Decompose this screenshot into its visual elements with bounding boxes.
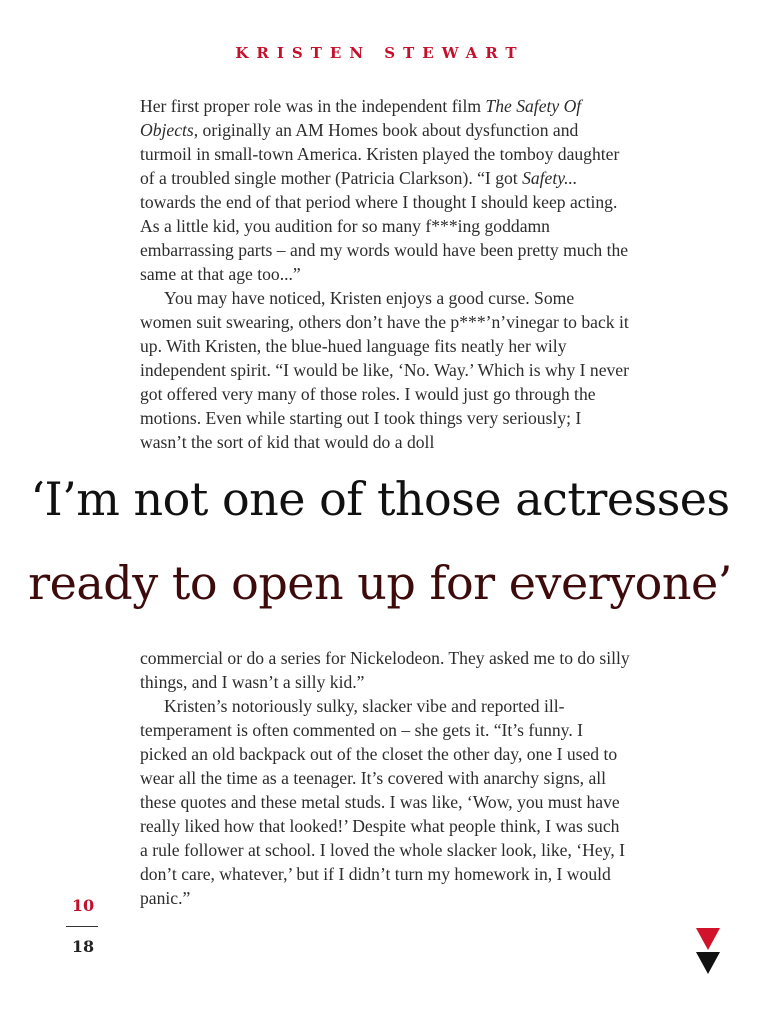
film-title-short: Safety... (522, 168, 578, 188)
pull-quote-line-2: ready to open up for everyone’ (28, 556, 732, 610)
page-number-divider (66, 926, 98, 927)
triangle-down-red-icon[interactable] (696, 928, 720, 950)
paragraph-text: Her first proper role was in the independent film (140, 96, 486, 116)
paragraph (140, 94, 630, 286)
pull-quote-line-1: ‘I’m not one of those actresses (30, 472, 730, 526)
paragraph-text: towards the end of that period where I thought I should keep acting. As a little kid, you audition for so many f***ing goddamn embarrassing parts – and my words would have been pretty much the same at that age too...” (140, 192, 629, 284)
paragraph: commercial or do a series for Nickelodeon. They asked me to do silly things, and I wasn’t a silly kid.” (140, 648, 630, 692)
paragraph: Kristen’s notoriously sulky, slacker vibe and reported ill-temperament is often commented on – she gets it. “It’s funny. I picked an old backpack out of the closet the other day, one I used to wear all the time as a teenager. It’s covered with anarchy signs, all these quotes and these metal studs. I was like, ‘Wow, you must have really liked how that looked!’ Despite what people think, I was such a rule follower at school. I loved the whole slacker look, like, ‘Hey, I don’t care, whatever,’ but if I didn’t turn my homework in, I would panic.” (140, 696, 625, 908)
paragraph: You may have noticed, Kristen enjoys a good curse. Some women suit swearing, others don’t have the p***’n’vinegar to back it up. With Kristen, the blue-hued language fits neatly her wily independent spirit. “I would be like, ‘No. Way.’ Which is why I never got offered very many of those roles. I would just go through the motions. Even while starting out I took things very seriously; I wasn’t the sort of kid that would do a doll (140, 288, 629, 452)
page-number: 10 (71, 896, 95, 915)
film-title: The Safety Of Objects (140, 96, 582, 140)
page-total: 18 (71, 937, 95, 956)
paragraph-text: , originally an AM Homes book about dysfunction and turmoil in small-town America. Kristen played the tomboy daughter of a troubled single mother (Patricia Clarkson). “I got (140, 120, 620, 188)
article-column-bottom (140, 646, 630, 910)
running-head: KRISTEN STEWART (235, 44, 525, 62)
triangle-down-black-icon[interactable] (696, 952, 720, 974)
article-column-top (140, 94, 630, 454)
